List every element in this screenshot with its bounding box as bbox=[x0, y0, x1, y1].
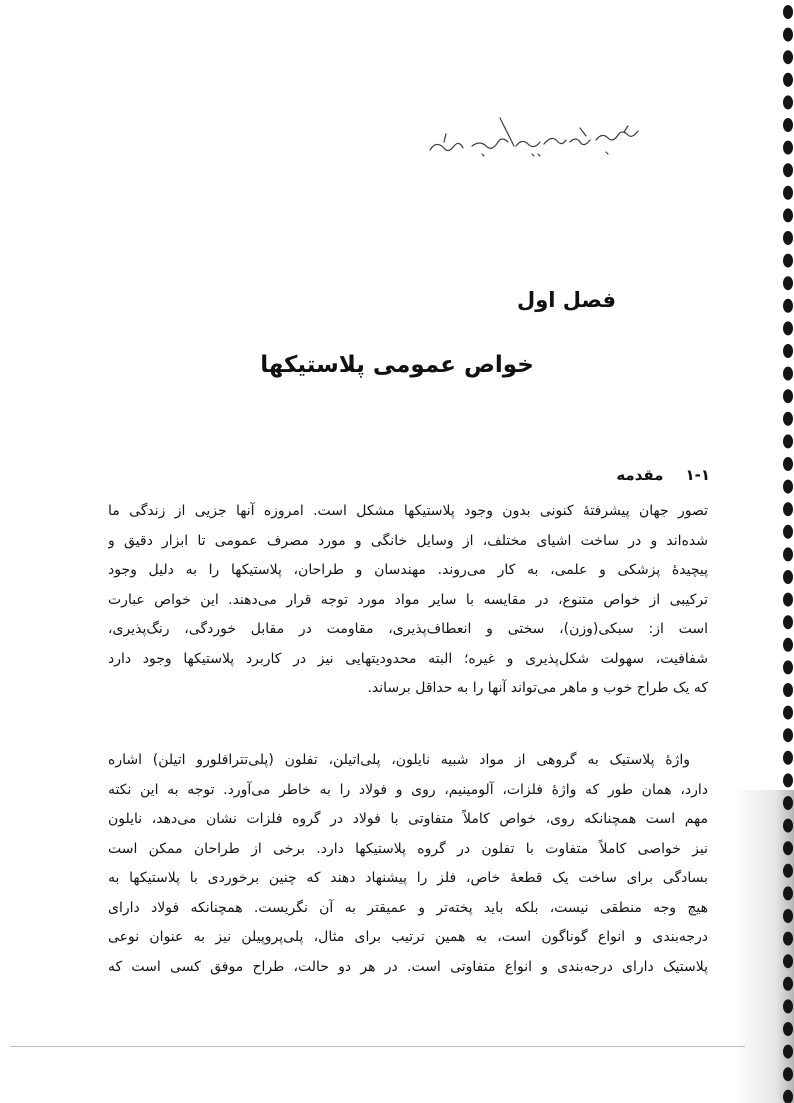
binding-hole bbox=[783, 412, 793, 426]
binding-hole bbox=[783, 186, 793, 200]
text-line: هیچ وجه منطقی نیست، بلکه باید پخته‌تر و عمیقتر به آن نگریست. همچنانکه فولاد دارای bbox=[108, 899, 708, 916]
binding-hole bbox=[783, 706, 793, 720]
binding-hole bbox=[783, 254, 793, 268]
binding-hole bbox=[783, 502, 793, 516]
binding-hole bbox=[783, 1045, 793, 1059]
text-line: پلاستیک دارای درجه‌بندی و انواع متفاوتی است. در هر دو حالت، طراح موفق کسی است که bbox=[108, 958, 708, 975]
binding-hole bbox=[783, 95, 793, 109]
binding-hole bbox=[783, 683, 793, 697]
binding-hole bbox=[783, 728, 793, 742]
binding-hole bbox=[783, 344, 793, 358]
text-line: که یک طراح خوب و ماهر می‌تواند آنها را به حداقل برساند. bbox=[367, 680, 708, 696]
binding-hole bbox=[783, 276, 793, 290]
spiral-binding bbox=[764, 0, 794, 1103]
binding-hole bbox=[783, 841, 793, 855]
text-line: شفافیت، سهولت شکل‌پذیری و غیره؛ البته محدودیتهایی نیز در کاربرد پلاستیکها وجود دارد bbox=[108, 650, 708, 667]
text-line: تصور جهان پیشرفتهٔ کنونی بدون وجود پلاستیکها مشکل است. امروزه آنها جزیی از زندگی ما bbox=[108, 503, 708, 519]
binding-hole bbox=[783, 321, 793, 335]
binding-hole bbox=[783, 73, 793, 87]
binding-hole bbox=[783, 389, 793, 403]
binding-hole bbox=[783, 773, 793, 787]
binding-hole bbox=[783, 480, 793, 494]
binding-hole bbox=[783, 909, 793, 923]
binding-hole bbox=[783, 231, 793, 245]
binding-hole bbox=[783, 118, 793, 132]
section-title: مقدمه bbox=[616, 466, 664, 484]
binding-hole bbox=[783, 163, 793, 177]
paragraph-introduction bbox=[108, 497, 708, 704]
text-line: نیز خواصی کاملاً متفاوت با تفلون در گروه پلاستیکها دارد. برخی از طراحان ممکن است bbox=[108, 840, 708, 857]
binding-hole bbox=[783, 638, 793, 652]
binding-hole bbox=[783, 547, 793, 561]
text-line: دارد، همان طور که واژهٔ فلزات، آلومینیم، روی و فولاد را به خاطر می‌آورد. توجه به این نکته bbox=[108, 781, 708, 798]
binding-hole bbox=[783, 886, 793, 900]
binding-hole bbox=[783, 819, 793, 833]
section-heading bbox=[616, 466, 710, 484]
handwritten-note-strokes bbox=[420, 98, 660, 178]
binding-hole bbox=[783, 615, 793, 629]
paragraph-plastic-definition bbox=[108, 746, 708, 982]
binding-hole bbox=[783, 208, 793, 222]
text-line: ترکیبی از خواص متنوع، در مقایسه با سایر مواد مورد توجه قرار می‌دهند. این خواص عبارت bbox=[108, 591, 708, 608]
text-line: است از: سبکی(وزن)، سختی و انعطاف‌پذیری، مقاومت در مقابل خوردگی، رنگ‌پذیری، bbox=[108, 621, 708, 637]
binding-hole bbox=[783, 28, 793, 42]
chapter-label: فصل اول bbox=[517, 288, 616, 312]
binding-hole bbox=[783, 796, 793, 810]
binding-hole bbox=[783, 977, 793, 991]
binding-hole bbox=[783, 864, 793, 878]
chapter-title: خواص عمومی پلاستیکها bbox=[260, 352, 534, 378]
binding-hole bbox=[783, 5, 793, 19]
text-line: مهم است همچنانکه روی، خواص کاملاً متفاوتی با فولاد در گروه فلزات نشان می‌دهد، نایلون bbox=[108, 811, 708, 827]
text-line: شده‌اند و در ساخت اشیای مختلف، از وسایل خانگی و مورد مصرف عمومی تا ابزار دقیق و bbox=[108, 532, 708, 549]
binding-hole bbox=[783, 751, 793, 765]
binding-hole bbox=[783, 367, 793, 381]
binding-hole bbox=[783, 593, 793, 607]
binding-hole bbox=[783, 525, 793, 539]
binding-hole bbox=[783, 141, 793, 155]
text-line: بسادگی برای ساخت یک قطعهٔ خاص، فلز را پیشنهاد دهند که چنین برخوردی با پلاستیکها به bbox=[108, 870, 708, 886]
binding-hole bbox=[783, 299, 793, 313]
binding-hole bbox=[783, 434, 793, 448]
binding-hole bbox=[783, 932, 793, 946]
binding-hole bbox=[783, 954, 793, 968]
section-number: ۱-۱ bbox=[685, 466, 710, 484]
binding-hole bbox=[783, 570, 793, 584]
handwritten-note bbox=[420, 98, 660, 178]
text-line: پیچیدهٔ پزشکی و علمی، به کار می‌روند. مهندسان و طراحان، پلاستیکها را به دلیل وجود bbox=[108, 562, 708, 578]
binding-hole bbox=[783, 660, 793, 674]
binding-hole bbox=[783, 1067, 793, 1081]
binding-hole bbox=[783, 50, 793, 64]
binding-hole bbox=[783, 1090, 793, 1103]
footer-rule bbox=[10, 1046, 745, 1047]
binding-hole bbox=[783, 457, 793, 471]
binding-hole bbox=[783, 1022, 793, 1036]
text-line: درجه‌بندی و انواع گوناگون است، به همین ترتیب برای مثال، پلی‌پروپیلن نیز به عنوان نوعی bbox=[108, 929, 708, 945]
binding-hole bbox=[783, 999, 793, 1013]
text-line: واژهٔ پلاستیک به گروهی از مواد شبیه نایلون، پلی‌اتیلن، تفلون (پلی‌تترافلورو اتیلن) اشاره bbox=[108, 752, 690, 768]
